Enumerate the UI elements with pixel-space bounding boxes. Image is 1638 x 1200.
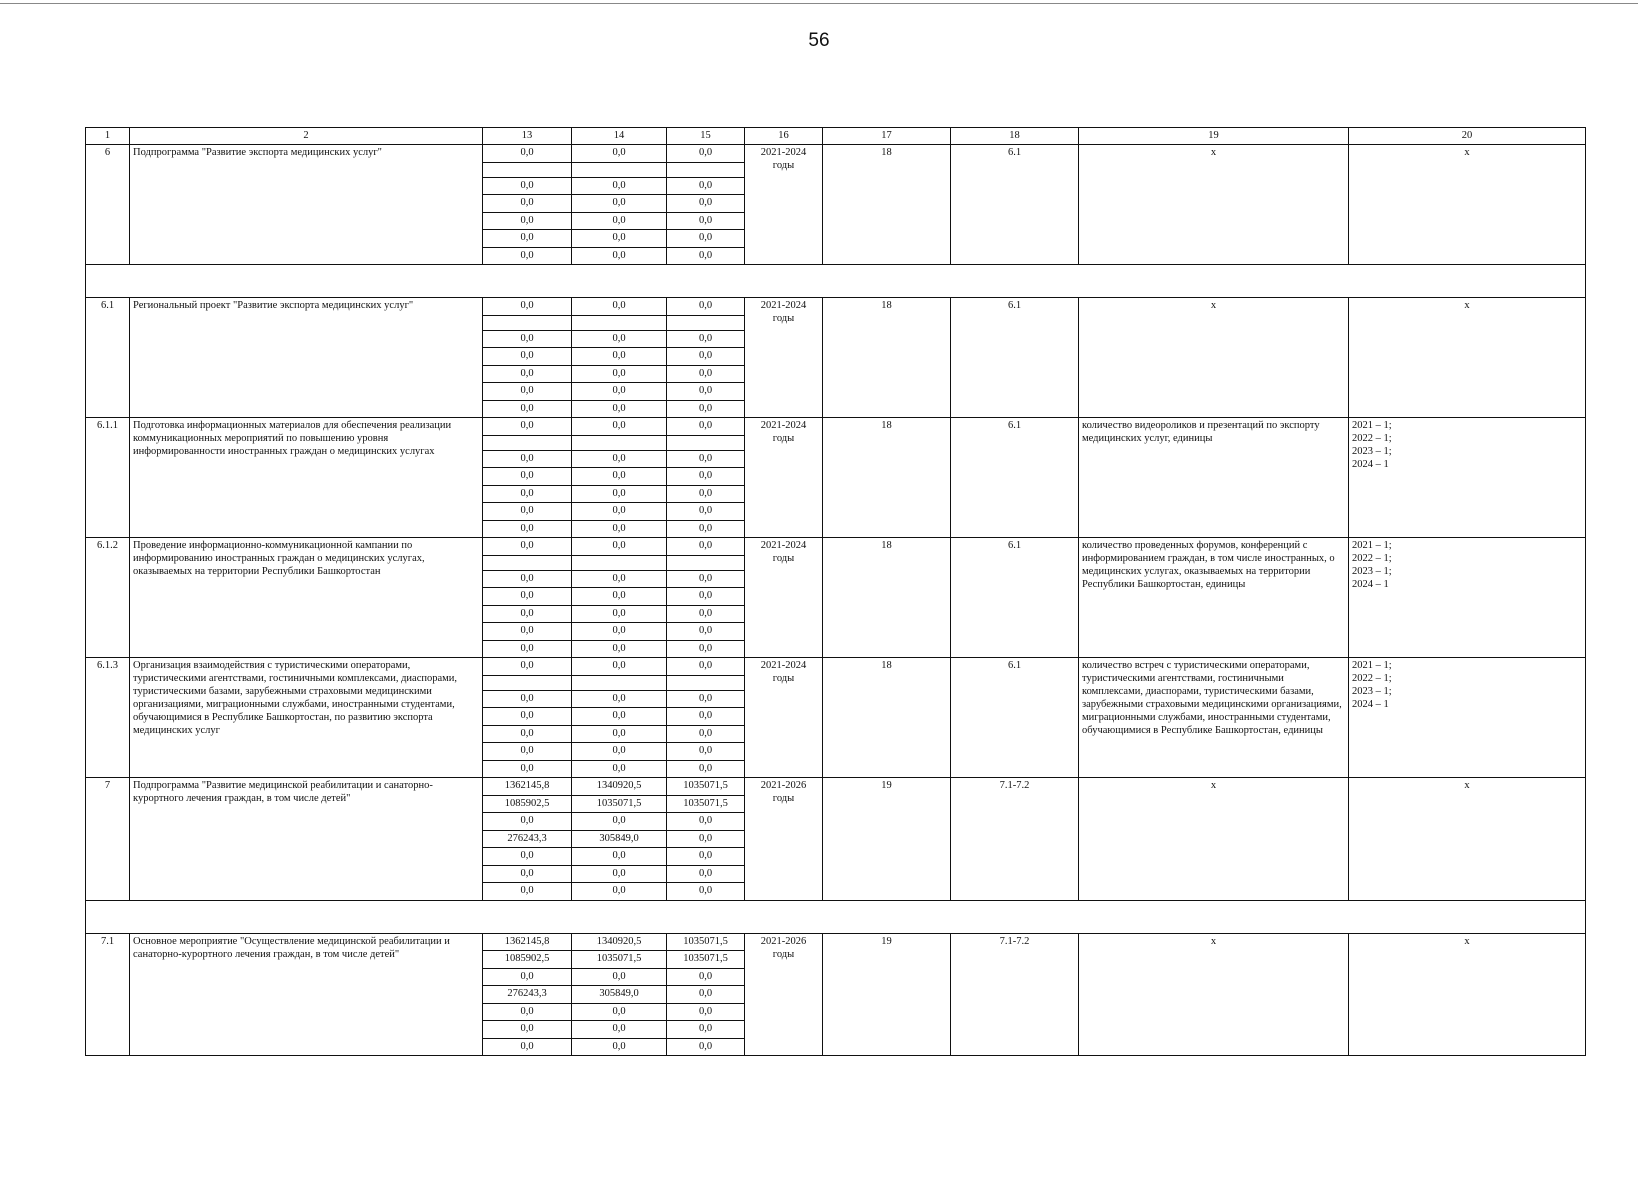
period-range: 2021-2024 — [760, 300, 807, 311]
target-value-line: х — [1464, 935, 1470, 947]
value-column-c15 — [667, 298, 745, 418]
period-cell — [745, 933, 823, 1056]
value-cell: 1085902,5 — [483, 951, 571, 969]
value-cell: 0,0 — [572, 213, 666, 231]
value-cell: 0,0 — [667, 177, 744, 196]
value-cell: 1035071,5 — [572, 951, 666, 969]
row-number: 6 — [86, 145, 130, 265]
target-value-line: 2022 – 1; — [1352, 553, 1392, 564]
value-cell: 0,0 — [483, 486, 571, 504]
value-cell: 0,0 — [483, 383, 571, 401]
value-cell: 0,0 — [667, 658, 744, 676]
value-column-c15 — [667, 933, 745, 1056]
header-cell: 17 — [823, 128, 951, 145]
value-column-c15 — [667, 538, 745, 658]
value-cell: 0,0 — [483, 298, 571, 316]
period-unit: годы — [772, 793, 795, 804]
value-cell: 0,0 — [572, 230, 666, 248]
value-cell: 0,0 — [572, 383, 666, 401]
value-cell: 0,0 — [667, 230, 744, 248]
value-cell: 1362145,8 — [483, 934, 571, 952]
value-cell: 0,0 — [572, 177, 666, 196]
value-cell: 0,0 — [572, 813, 666, 831]
period-unit: годы — [772, 673, 795, 684]
target-values-cell — [1349, 538, 1586, 658]
column-17-cell: 18 — [823, 538, 951, 658]
value-cell: 0,0 — [572, 606, 666, 624]
value-cell: 0,0 — [572, 726, 666, 744]
value-cell: 0,0 — [612, 402, 626, 414]
value-cell: 0,0 — [572, 969, 666, 987]
value-cell: 0,0 — [483, 588, 571, 606]
header-cell: 2 — [130, 128, 483, 145]
value-cell: 0,0 — [667, 486, 744, 504]
target-values-cell — [1349, 298, 1586, 418]
target-value-line: 2023 – 1; — [1352, 446, 1392, 457]
value-cell: 0,0 — [483, 570, 571, 589]
spacer-cell — [86, 900, 1586, 933]
value-cell: 0,0 — [483, 708, 571, 726]
header-cell: 14 — [572, 128, 667, 145]
value-column-c14 — [572, 538, 667, 658]
value-cell: 1035071,5 — [667, 934, 744, 952]
target-value-line: 2024 – 1 — [1352, 459, 1389, 470]
indicator-cell: количество проведенных форумов, конференций с информированием граждан, в том числе иностранных, о медицинских услугах, оказываемых на территории Республики Башкортостан, единицы — [1079, 538, 1349, 658]
value-cell: 0,0 — [698, 249, 713, 261]
value-cell: 0,0 — [698, 522, 713, 534]
row-name: Региональный проект "Развитие экспорта медицинских услуг" — [130, 298, 483, 418]
row-number: 7.1 — [86, 933, 130, 1056]
value-cell: 0,0 — [520, 885, 534, 896]
value-cell: 0,0 — [667, 690, 744, 709]
header-cell: 1 — [86, 128, 130, 145]
header-cell: 15 — [667, 128, 745, 145]
value-cell: 0,0 — [698, 885, 713, 896]
value-column-c15 — [667, 658, 745, 778]
period-cell — [745, 298, 823, 418]
value-cell: 0,0 — [612, 522, 626, 534]
target-value-line: 2023 – 1; — [1352, 686, 1392, 697]
table-header-row — [86, 128, 1586, 145]
table-row — [86, 778, 1586, 901]
indicator-cell: х — [1079, 778, 1349, 901]
target-value-line: х — [1464, 780, 1470, 791]
value-cell: 0,0 — [572, 848, 666, 866]
value-cell: 0,0 — [667, 348, 744, 366]
value-cell: 0,0 — [572, 570, 666, 589]
value-cell: 0,0 — [667, 298, 744, 316]
value-cell: 1035071,5 — [572, 796, 666, 814]
value-cell: 0,0 — [572, 708, 666, 726]
value-cell: 0,0 — [483, 177, 571, 196]
period-cell — [745, 538, 823, 658]
value-cell: 0,0 — [483, 690, 571, 709]
value-cell: 0,0 — [572, 866, 666, 884]
target-value-line: 2021 – 1; — [1352, 420, 1392, 431]
value-cell: 0,0 — [572, 503, 666, 521]
value-column-c14 — [572, 778, 667, 901]
value-cell: 0,0 — [612, 1040, 626, 1052]
period-unit: годы — [772, 160, 795, 171]
value-cell: 0,0 — [698, 762, 713, 774]
column-18-cell: 6.1 — [951, 538, 1079, 658]
column-17-cell: 18 — [823, 658, 951, 778]
value-cell: 0,0 — [667, 330, 744, 349]
value-cell: 0,0 — [667, 726, 744, 744]
period-range: 2021-2024 — [760, 420, 807, 431]
value-cell: 0,0 — [483, 1004, 571, 1022]
row-number: 6.1.3 — [86, 658, 130, 778]
period-range: 2021-2026 — [760, 780, 807, 791]
value-cell: 0,0 — [520, 642, 534, 654]
period-range: 2021-2024 — [760, 660, 807, 671]
target-value-line: х — [1464, 147, 1470, 158]
target-value-line: 2024 – 1 — [1352, 579, 1389, 590]
row-number: 6.1 — [86, 298, 130, 418]
spacer-row — [86, 900, 1586, 933]
value-cell: 0,0 — [483, 230, 571, 248]
value-column-c15 — [667, 778, 745, 901]
value-cell: 0,0 — [667, 145, 744, 163]
value-cell: 1035071,5 — [667, 796, 744, 814]
value-cell: 305849,0 — [572, 986, 666, 1004]
column-17-cell: 18 — [823, 298, 951, 418]
row-name: Организация взаимодействия с туристическими операторами, туристическими агентствами, гостиничными комплексами, диаспорами, туристическими базами, зарубежными страховыми медицинскими организациями, миграционными службами, иностранными студентами, обучающимися в Республике Башкортостан, по развитию экспорта медицинских услуг — [130, 658, 483, 778]
spacer-row — [86, 265, 1586, 298]
table-row — [86, 538, 1586, 658]
value-column-c15 — [667, 145, 745, 265]
value-cell: 0,0 — [572, 743, 666, 761]
value-cell: 0,0 — [698, 402, 713, 414]
value-cell: 1035071,5 — [667, 778, 744, 796]
target-value-line: 2021 – 1; — [1352, 660, 1392, 671]
table-row — [86, 298, 1586, 418]
value-cell: 1340920,5 — [572, 934, 666, 952]
header-cell: 18 — [951, 128, 1079, 145]
value-cell: 0,0 — [667, 588, 744, 606]
row-name: Подпрограмма "Развитие экспорта медицинских услуг" — [130, 145, 483, 265]
value-cell: 0,0 — [667, 848, 744, 866]
column-18-cell: 6.1 — [951, 658, 1079, 778]
row-number: 6.1.1 — [86, 418, 130, 538]
column-17-cell: 19 — [823, 778, 951, 901]
value-cell: 0,0 — [572, 145, 666, 163]
value-cell: 0,0 — [483, 348, 571, 366]
period-cell — [745, 778, 823, 901]
value-cell: 0,0 — [572, 588, 666, 606]
value-cell: 276243,3 — [483, 986, 571, 1004]
page-number: 56 — [808, 30, 830, 51]
value-cell: 0,0 — [572, 330, 666, 349]
value-column-c14 — [572, 298, 667, 418]
period-unit: годы — [772, 553, 795, 564]
indicator-cell: х — [1079, 933, 1349, 1056]
value-cell: 0,0 — [667, 1021, 744, 1039]
table-row — [86, 145, 1586, 265]
value-cell: 0,0 — [572, 195, 666, 213]
indicator-cell: количество встреч с туристическими операторами, туристическими агентствами, гостиничными комплексами, диаспорами, туристическими базами, зарубежными страховыми медицинскими организациями, миграционными службами, иностранными студентами, обучающимися в Республике Башкортостан, единицы — [1079, 658, 1349, 778]
target-value-line: 2021 – 1; — [1352, 540, 1392, 551]
value-cell: 0,0 — [483, 418, 571, 436]
value-cell: 0,0 — [483, 813, 571, 831]
value-cell: 1362145,8 — [483, 778, 571, 796]
value-cell: 0,0 — [483, 366, 571, 384]
value-cell: 0,0 — [667, 570, 744, 589]
column-18-cell: 6.1 — [951, 418, 1079, 538]
value-column-c13 — [483, 298, 572, 418]
value-cell: 0,0 — [612, 249, 626, 261]
value-cell: 0,0 — [612, 885, 626, 896]
column-17-cell: 18 — [823, 145, 951, 265]
period-range: 2021-2024 — [760, 147, 807, 158]
value-cell: 1340920,5 — [572, 778, 666, 796]
value-cell: 0,0 — [483, 866, 571, 884]
target-values-cell — [1349, 778, 1586, 901]
row-name: Основное мероприятие "Осуществление медицинской реабилитации и санаторно-курортного лечения граждан, в том числе детей" — [130, 933, 483, 1056]
value-cell: 0,0 — [572, 690, 666, 709]
value-cell: 0,0 — [483, 503, 571, 521]
value-cell: 0,0 — [483, 606, 571, 624]
header-cell: 20 — [1349, 128, 1586, 145]
value-cell: 0,0 — [520, 522, 534, 534]
value-column-c13 — [483, 538, 572, 658]
header-cell: 16 — [745, 128, 823, 145]
row-name: Проведение информационно-коммуникационной кампании по информированию иностранных граждан о медицинских услугах, оказываемых на территории Республики Башкортостан — [130, 538, 483, 658]
value-cell: 0,0 — [483, 213, 571, 231]
table-row — [86, 658, 1586, 778]
column-17-cell: 19 — [823, 933, 951, 1056]
value-cell: 0,0 — [698, 642, 713, 654]
value-cell: 0,0 — [483, 743, 571, 761]
table-row — [86, 933, 1586, 1056]
value-cell: 0,0 — [612, 642, 626, 654]
value-cell: 0,0 — [572, 468, 666, 486]
value-cell: 0,0 — [483, 330, 571, 349]
value-column-c13 — [483, 778, 572, 901]
value-column-c14 — [572, 933, 667, 1056]
value-cell: 0,0 — [483, 450, 571, 469]
target-values-cell — [1349, 933, 1586, 1056]
value-cell: 0,0 — [698, 1040, 713, 1052]
value-cell: 1085902,5 — [483, 796, 571, 814]
target-value-line: 2023 – 1; — [1352, 566, 1392, 577]
table-body — [86, 145, 1586, 1056]
value-cell: 0,0 — [667, 450, 744, 469]
value-cell: 0,0 — [483, 726, 571, 744]
indicator-cell: х — [1079, 298, 1349, 418]
value-cell: 0,0 — [667, 866, 744, 884]
period-cell — [745, 658, 823, 778]
period-unit: годы — [772, 948, 795, 960]
value-column-c14 — [572, 658, 667, 778]
indicator-cell: количество видеороликов и презентаций по экспорту медицинских услуг, единицы — [1079, 418, 1349, 538]
value-cell: 0,0 — [483, 969, 571, 987]
header-cell: 19 — [1079, 128, 1349, 145]
value-cell: 0,0 — [483, 538, 571, 556]
value-cell: 0,0 — [520, 1040, 534, 1052]
target-values-cell — [1349, 658, 1586, 778]
value-cell: 0,0 — [572, 418, 666, 436]
value-cell: 0,0 — [483, 623, 571, 641]
row-number: 6.1.2 — [86, 538, 130, 658]
period-unit: годы — [772, 313, 795, 324]
period-range: 2021-2026 — [760, 935, 807, 947]
column-18-cell: 6.1 — [951, 298, 1079, 418]
row-name: Подготовка информационных материалов для обеспечения реализации коммуникационных мероприятий по повышению уровня информированности иностранных граждан о медицинских услугах — [130, 418, 483, 538]
value-cell: 0,0 — [667, 538, 744, 556]
value-cell: 0,0 — [520, 762, 534, 774]
value-column-c14 — [572, 418, 667, 538]
target-values-cell — [1349, 145, 1586, 265]
value-cell: 0,0 — [483, 848, 571, 866]
value-cell: 0,0 — [667, 708, 744, 726]
value-column-c13 — [483, 418, 572, 538]
target-value-line: 2024 – 1 — [1352, 699, 1389, 710]
value-cell: 0,0 — [667, 195, 744, 213]
value-cell: 0,0 — [667, 213, 744, 231]
period-unit: годы — [772, 433, 795, 444]
value-cell: 0,0 — [667, 383, 744, 401]
value-cell: 0,0 — [667, 606, 744, 624]
target-value-line: х — [1464, 300, 1470, 311]
column-18-cell: 7.1-7.2 — [951, 778, 1079, 901]
value-column-c15 — [667, 418, 745, 538]
value-cell: 0,0 — [667, 831, 744, 849]
row-name: Подпрограмма "Развитие медицинской реабилитации и санаторно-курортного лечения граждан, в том числе детей" — [130, 778, 483, 901]
column-17-cell: 18 — [823, 418, 951, 538]
value-cell: 0,0 — [572, 366, 666, 384]
value-cell: 0,0 — [483, 195, 571, 213]
value-column-c14 — [572, 145, 667, 265]
value-cell: 0,0 — [572, 1021, 666, 1039]
value-cell: 0,0 — [667, 468, 744, 486]
value-cell: 305849,0 — [572, 831, 666, 849]
program-table — [85, 127, 1586, 1056]
value-cell: 0,0 — [572, 486, 666, 504]
target-value-line: 2022 – 1; — [1352, 673, 1392, 684]
value-cell: 0,0 — [667, 418, 744, 436]
value-column-c13 — [483, 658, 572, 778]
value-cell: 0,0 — [483, 145, 571, 163]
value-cell: 0,0 — [520, 249, 534, 261]
value-cell: 0,0 — [520, 402, 534, 414]
value-cell: 0,0 — [572, 1004, 666, 1022]
value-cell: 0,0 — [483, 658, 571, 676]
value-column-c13 — [483, 145, 572, 265]
column-18-cell: 7.1-7.2 — [951, 933, 1079, 1056]
value-cell: 0,0 — [667, 969, 744, 987]
header-cell: 13 — [483, 128, 572, 145]
value-cell: 0,0 — [667, 366, 744, 384]
top-scan-rule — [0, 3, 1638, 4]
value-cell: 276243,3 — [483, 831, 571, 849]
value-cell: 0,0 — [572, 298, 666, 316]
value-cell: 0,0 — [483, 1021, 571, 1039]
target-values-cell — [1349, 418, 1586, 538]
value-column-c13 — [483, 933, 572, 1056]
value-cell: 0,0 — [667, 1004, 744, 1022]
table-row — [86, 418, 1586, 538]
row-number: 7 — [86, 778, 130, 901]
value-cell: 0,0 — [612, 762, 626, 774]
value-cell: 0,0 — [667, 503, 744, 521]
column-18-cell: 6.1 — [951, 145, 1079, 265]
value-cell: 1035071,5 — [667, 951, 744, 969]
value-cell: 0,0 — [483, 468, 571, 486]
period-cell — [745, 145, 823, 265]
period-range: 2021-2024 — [760, 540, 807, 551]
value-cell: 0,0 — [572, 348, 666, 366]
value-cell: 0,0 — [667, 986, 744, 1004]
value-cell: 0,0 — [572, 538, 666, 556]
value-cell: 0,0 — [667, 623, 744, 641]
indicator-cell: х — [1079, 145, 1349, 265]
period-cell — [745, 418, 823, 538]
value-cell: 0,0 — [572, 658, 666, 676]
target-value-line: 2022 – 1; — [1352, 433, 1392, 444]
spacer-cell — [86, 265, 1586, 298]
value-cell: 0,0 — [667, 813, 744, 831]
value-cell: 0,0 — [572, 450, 666, 469]
value-cell: 0,0 — [572, 623, 666, 641]
value-cell: 0,0 — [667, 743, 744, 761]
